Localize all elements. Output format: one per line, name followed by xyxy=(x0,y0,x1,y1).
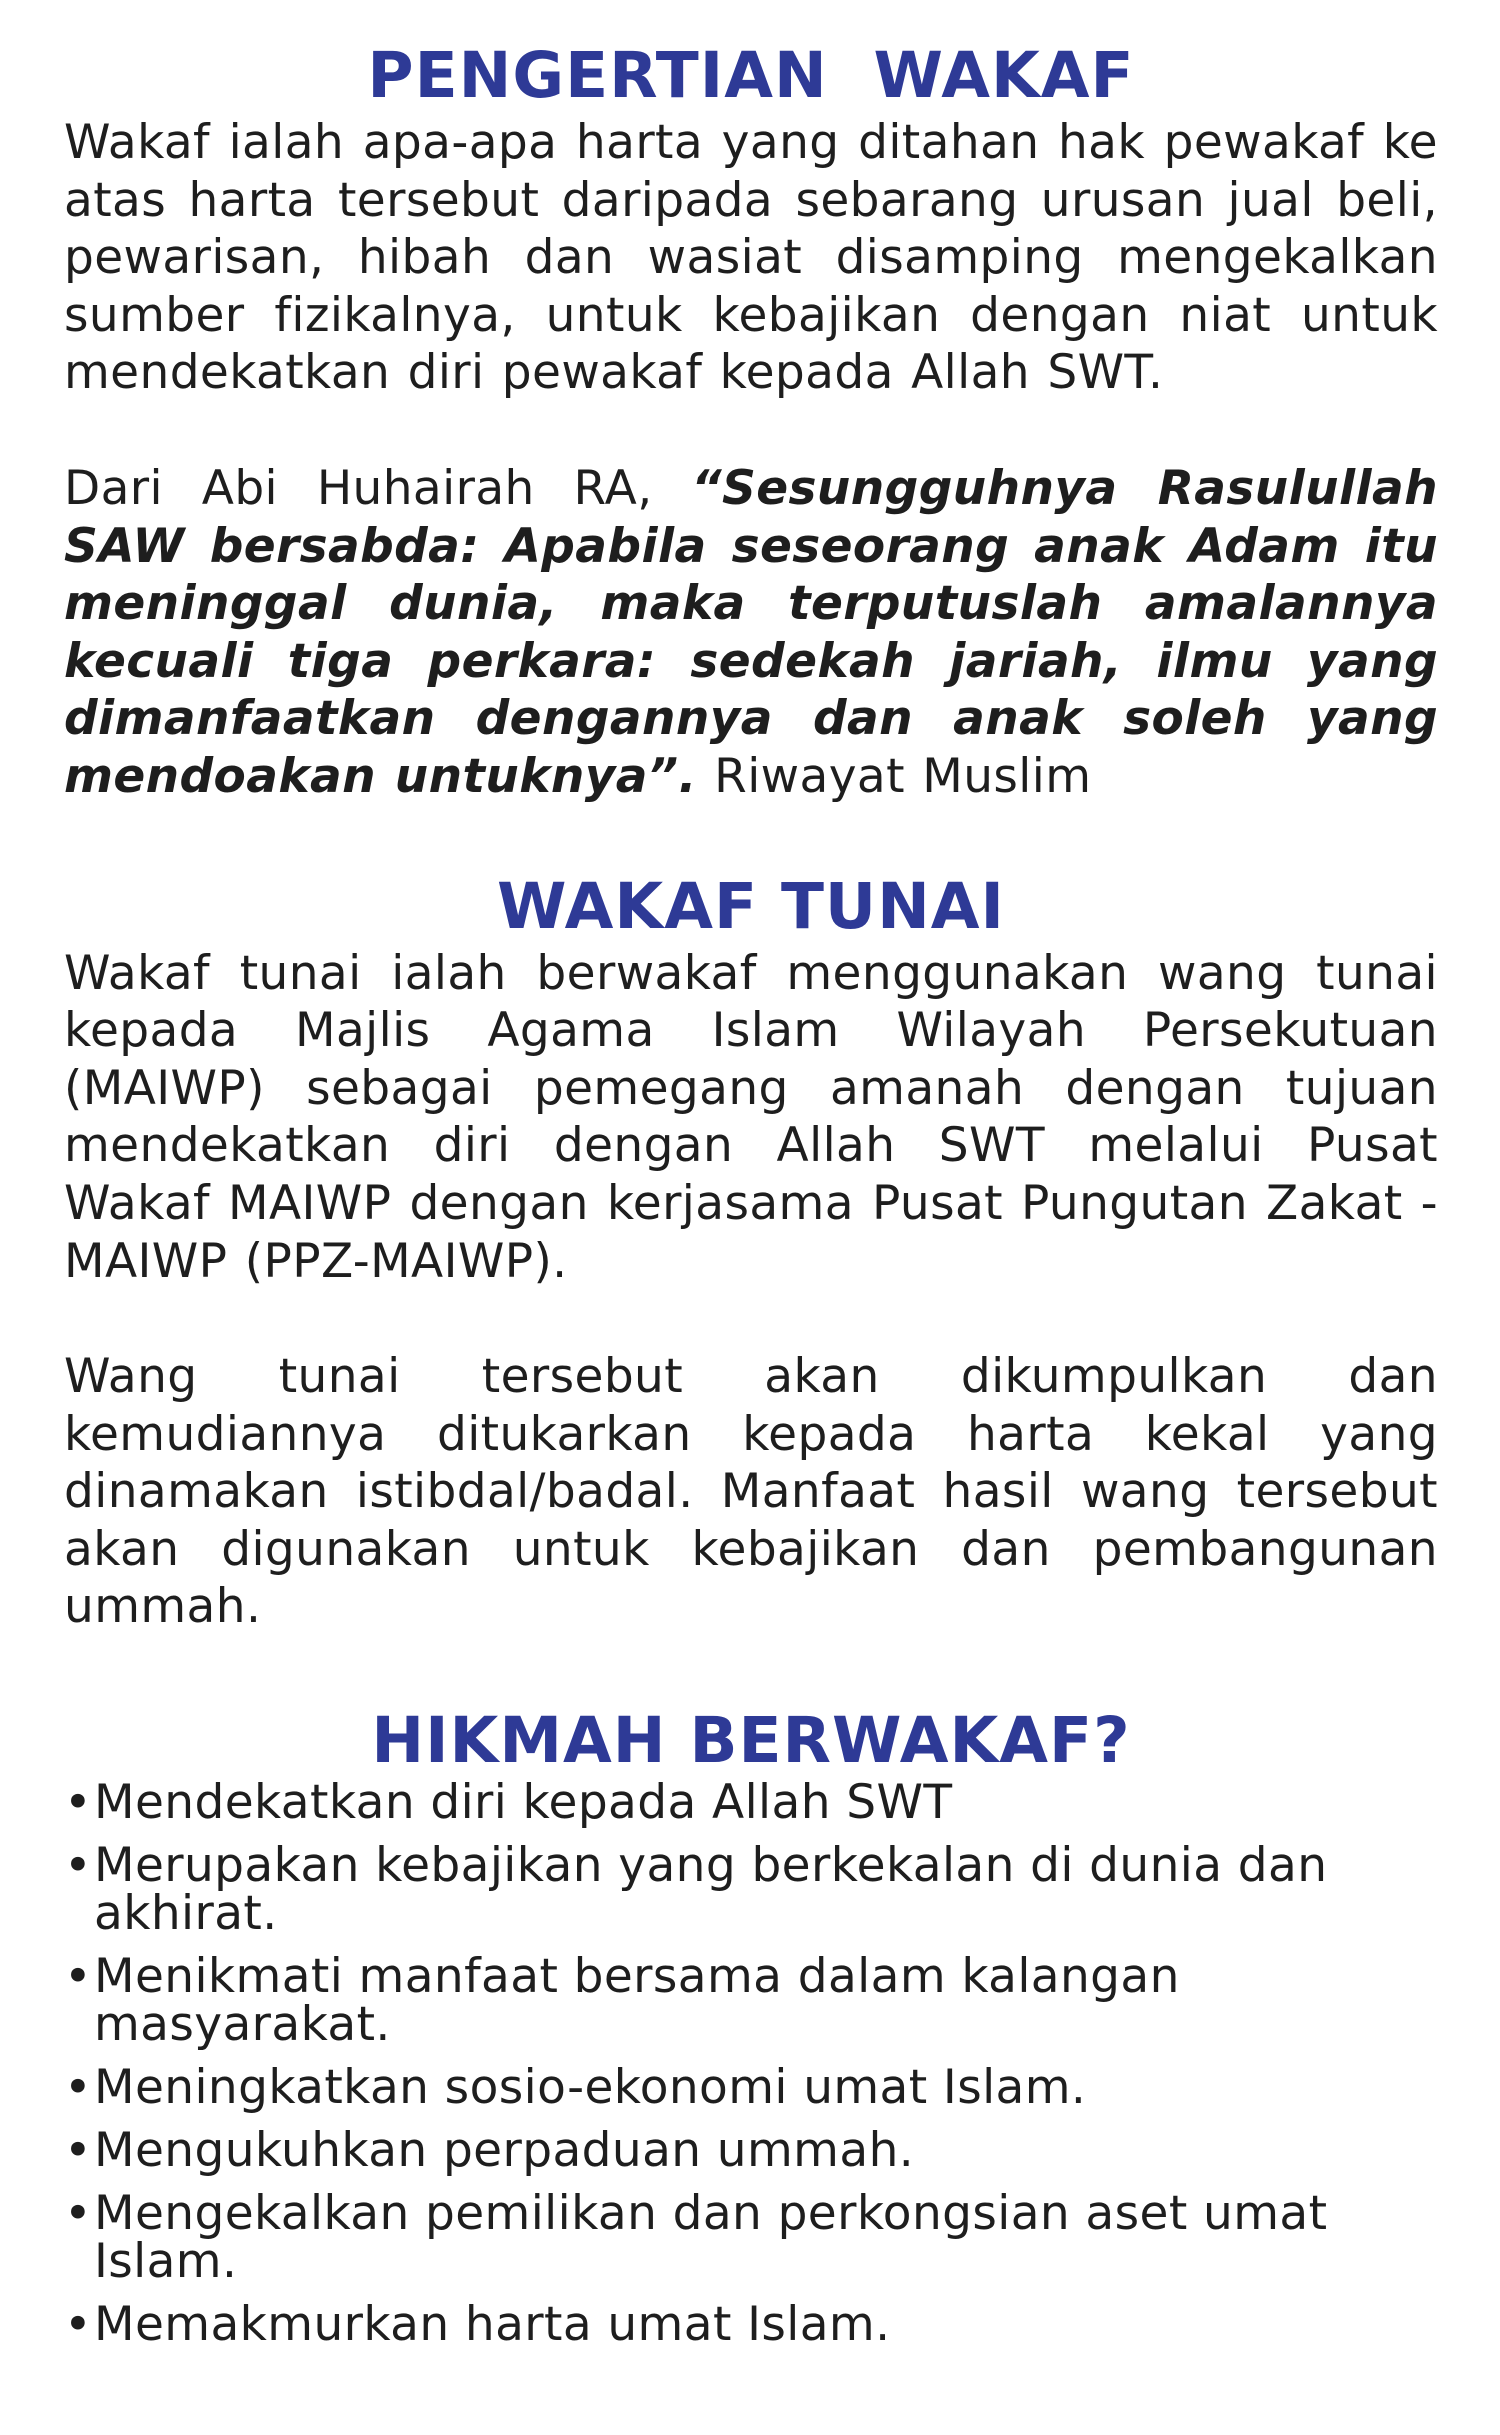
bullet-icon: • xyxy=(64,2297,93,2353)
hadith-intro: Dari Abi Huhairah RA, xyxy=(64,460,692,516)
definition-paragraph: Wakaf ialah apa-apa harta yang ditahan hak pewakaf ke atas harta tersebut daripada sebarang urusan jual beli, pewarisan, hibah dan wasiat disamping mengekalkan sumber fizikalnya, untuk kebajikan dengan niat untuk mendekatkan diri pewakaf kepada Allah SWT. xyxy=(64,115,1438,401)
list-item: • Meningkatkan sosio-ekonomi umat Islam. xyxy=(64,2060,1087,2116)
bullet-icon: • xyxy=(64,1949,93,2005)
hadith-source: Riwayat Muslim xyxy=(696,748,1092,804)
hikmah-list xyxy=(64,1775,1438,2353)
list-item: • Merupakan kebajikan yang berkekalan di dunia dan akhirat. xyxy=(64,1838,1328,1942)
hadith-quote: “Sesungguhnya Rasulullah SAW bersabda: Apabila seseorang anak Adam itu meninggal dunia, maka terputuslah amalannya kecuali tiga perkara: sedekah jariah, ilmu yang dimanfaatkan dengannya dan anak soleh yang mendoakan untuknya”. xyxy=(64,460,1439,804)
wakaf-tunai-paragraph-1: Wakaf tunai ialah berwakaf menggunakan wang tunai kepada Majlis Agama Islam Wilayah Persekutuan (MAIWP) sebagai pemegang amanah dengan tujuan mendekatkan diri dengan Allah SWT melalui Pusat Wakaf MAIWP dengan kerjasama Pusat Pungutan Zakat -MAIWP (PPZ-MAIWP). xyxy=(64,945,1438,1289)
hadith-paragraph xyxy=(64,460,1438,806)
list-item: • Menikmati manfaat bersama dalam kalangan masyarakat. xyxy=(64,1949,1180,2053)
section-heading-hikmah-berwakaf: HIKMAH BERWAKAF? xyxy=(371,1704,1131,1778)
list-item: • Mengekalkan pemilikan dan perkongsian aset umat Islam. xyxy=(64,2186,1328,2290)
list-item: • Mengukuhkan perpaduan ummah. xyxy=(64,2123,915,2179)
bullet-icon: • xyxy=(64,2060,93,2116)
bullet-icon: • xyxy=(64,1775,93,1831)
bullet-icon: • xyxy=(64,1838,93,1894)
bullet-icon: • xyxy=(64,2186,93,2242)
section-heading-wakaf-tunai: WAKAF TUNAI xyxy=(496,869,1006,943)
list-item: • Mendekatkan diri kepada Allah SWT xyxy=(64,1775,953,1831)
section-heading-pengertian-wakaf: PENGERTIAN WAKAF xyxy=(367,39,1135,112)
wakaf-tunai-paragraph-2: Wang tunai tersebut akan dikumpulkan dan kemudiannya ditukarkan kepada harta kekal yang dinamakan istibdal/badal. Manfaat hasil wang tersebut akan digunakan untuk kebajikan dan pembangunan ummah. xyxy=(64,1349,1438,1635)
list-item: • Memakmurkan harta umat Islam. xyxy=(64,2297,891,2353)
bullet-icon: • xyxy=(64,2123,93,2179)
